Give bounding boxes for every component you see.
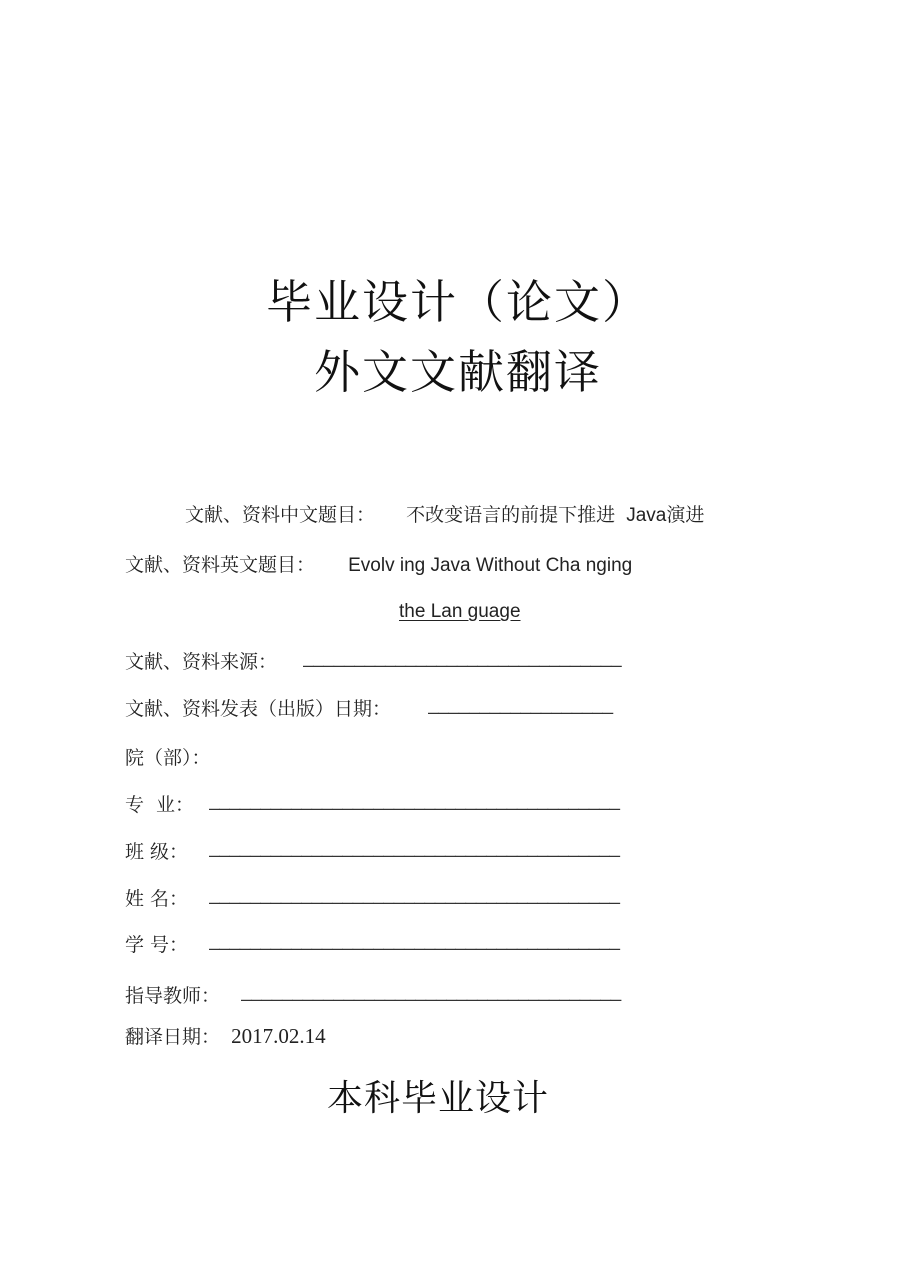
publish-date-row xyxy=(125,694,391,721)
department-label: 院（部）： xyxy=(125,747,211,769)
source-label: 文献、资料来源： xyxy=(125,651,278,673)
class-label: 班 级： xyxy=(125,841,189,863)
translation-date-value: 2017.02.14 xyxy=(231,1024,326,1048)
student-id-field[interactable]: ________________________________________ xyxy=(209,930,620,951)
publish-date-field[interactable]: __________________ xyxy=(428,694,613,715)
advisor-field[interactable]: _____________________________________ xyxy=(241,981,621,1002)
advisor-label: 指导教师： xyxy=(125,985,221,1007)
english-title-value-line2: the Lan guage xyxy=(399,601,521,622)
chinese-title-java: Java xyxy=(626,505,667,526)
english-title-label: 文献、资料英文题目： xyxy=(125,554,316,576)
student-id-label: 学 号： xyxy=(125,934,189,956)
translation-date-label: 翻译日期： xyxy=(125,1026,221,1048)
footer-title: 本科毕业设计 xyxy=(327,1078,550,1119)
translation-date-row xyxy=(125,1022,326,1049)
source-row xyxy=(125,647,277,674)
chinese-title-row xyxy=(185,500,704,527)
english-title-row xyxy=(125,550,632,577)
cover-title-line1: 毕业设计（论文） xyxy=(266,275,650,329)
publish-date-label: 文献、资料发表（出版）日期： xyxy=(125,698,392,720)
chinese-title-value-end: 演进 xyxy=(666,504,705,526)
major-label: 专 业： xyxy=(125,794,195,816)
name-label: 姓 名： xyxy=(125,888,189,910)
cover-title-line2: 外文文献翻译 xyxy=(314,345,602,399)
chinese-title-value: 不改变语言的前提下推进 xyxy=(406,504,616,526)
major-field[interactable]: ________________________________________ xyxy=(209,790,620,811)
source-field[interactable]: _______________________________ xyxy=(303,647,622,668)
chinese-title-label: 文献、资料中文题目： xyxy=(185,504,376,526)
name-field[interactable]: ________________________________________ xyxy=(209,884,620,905)
class-field[interactable]: ________________________________________ xyxy=(209,837,620,858)
english-title-value-line1: Evolv ing Java Without Cha nging xyxy=(348,555,633,576)
